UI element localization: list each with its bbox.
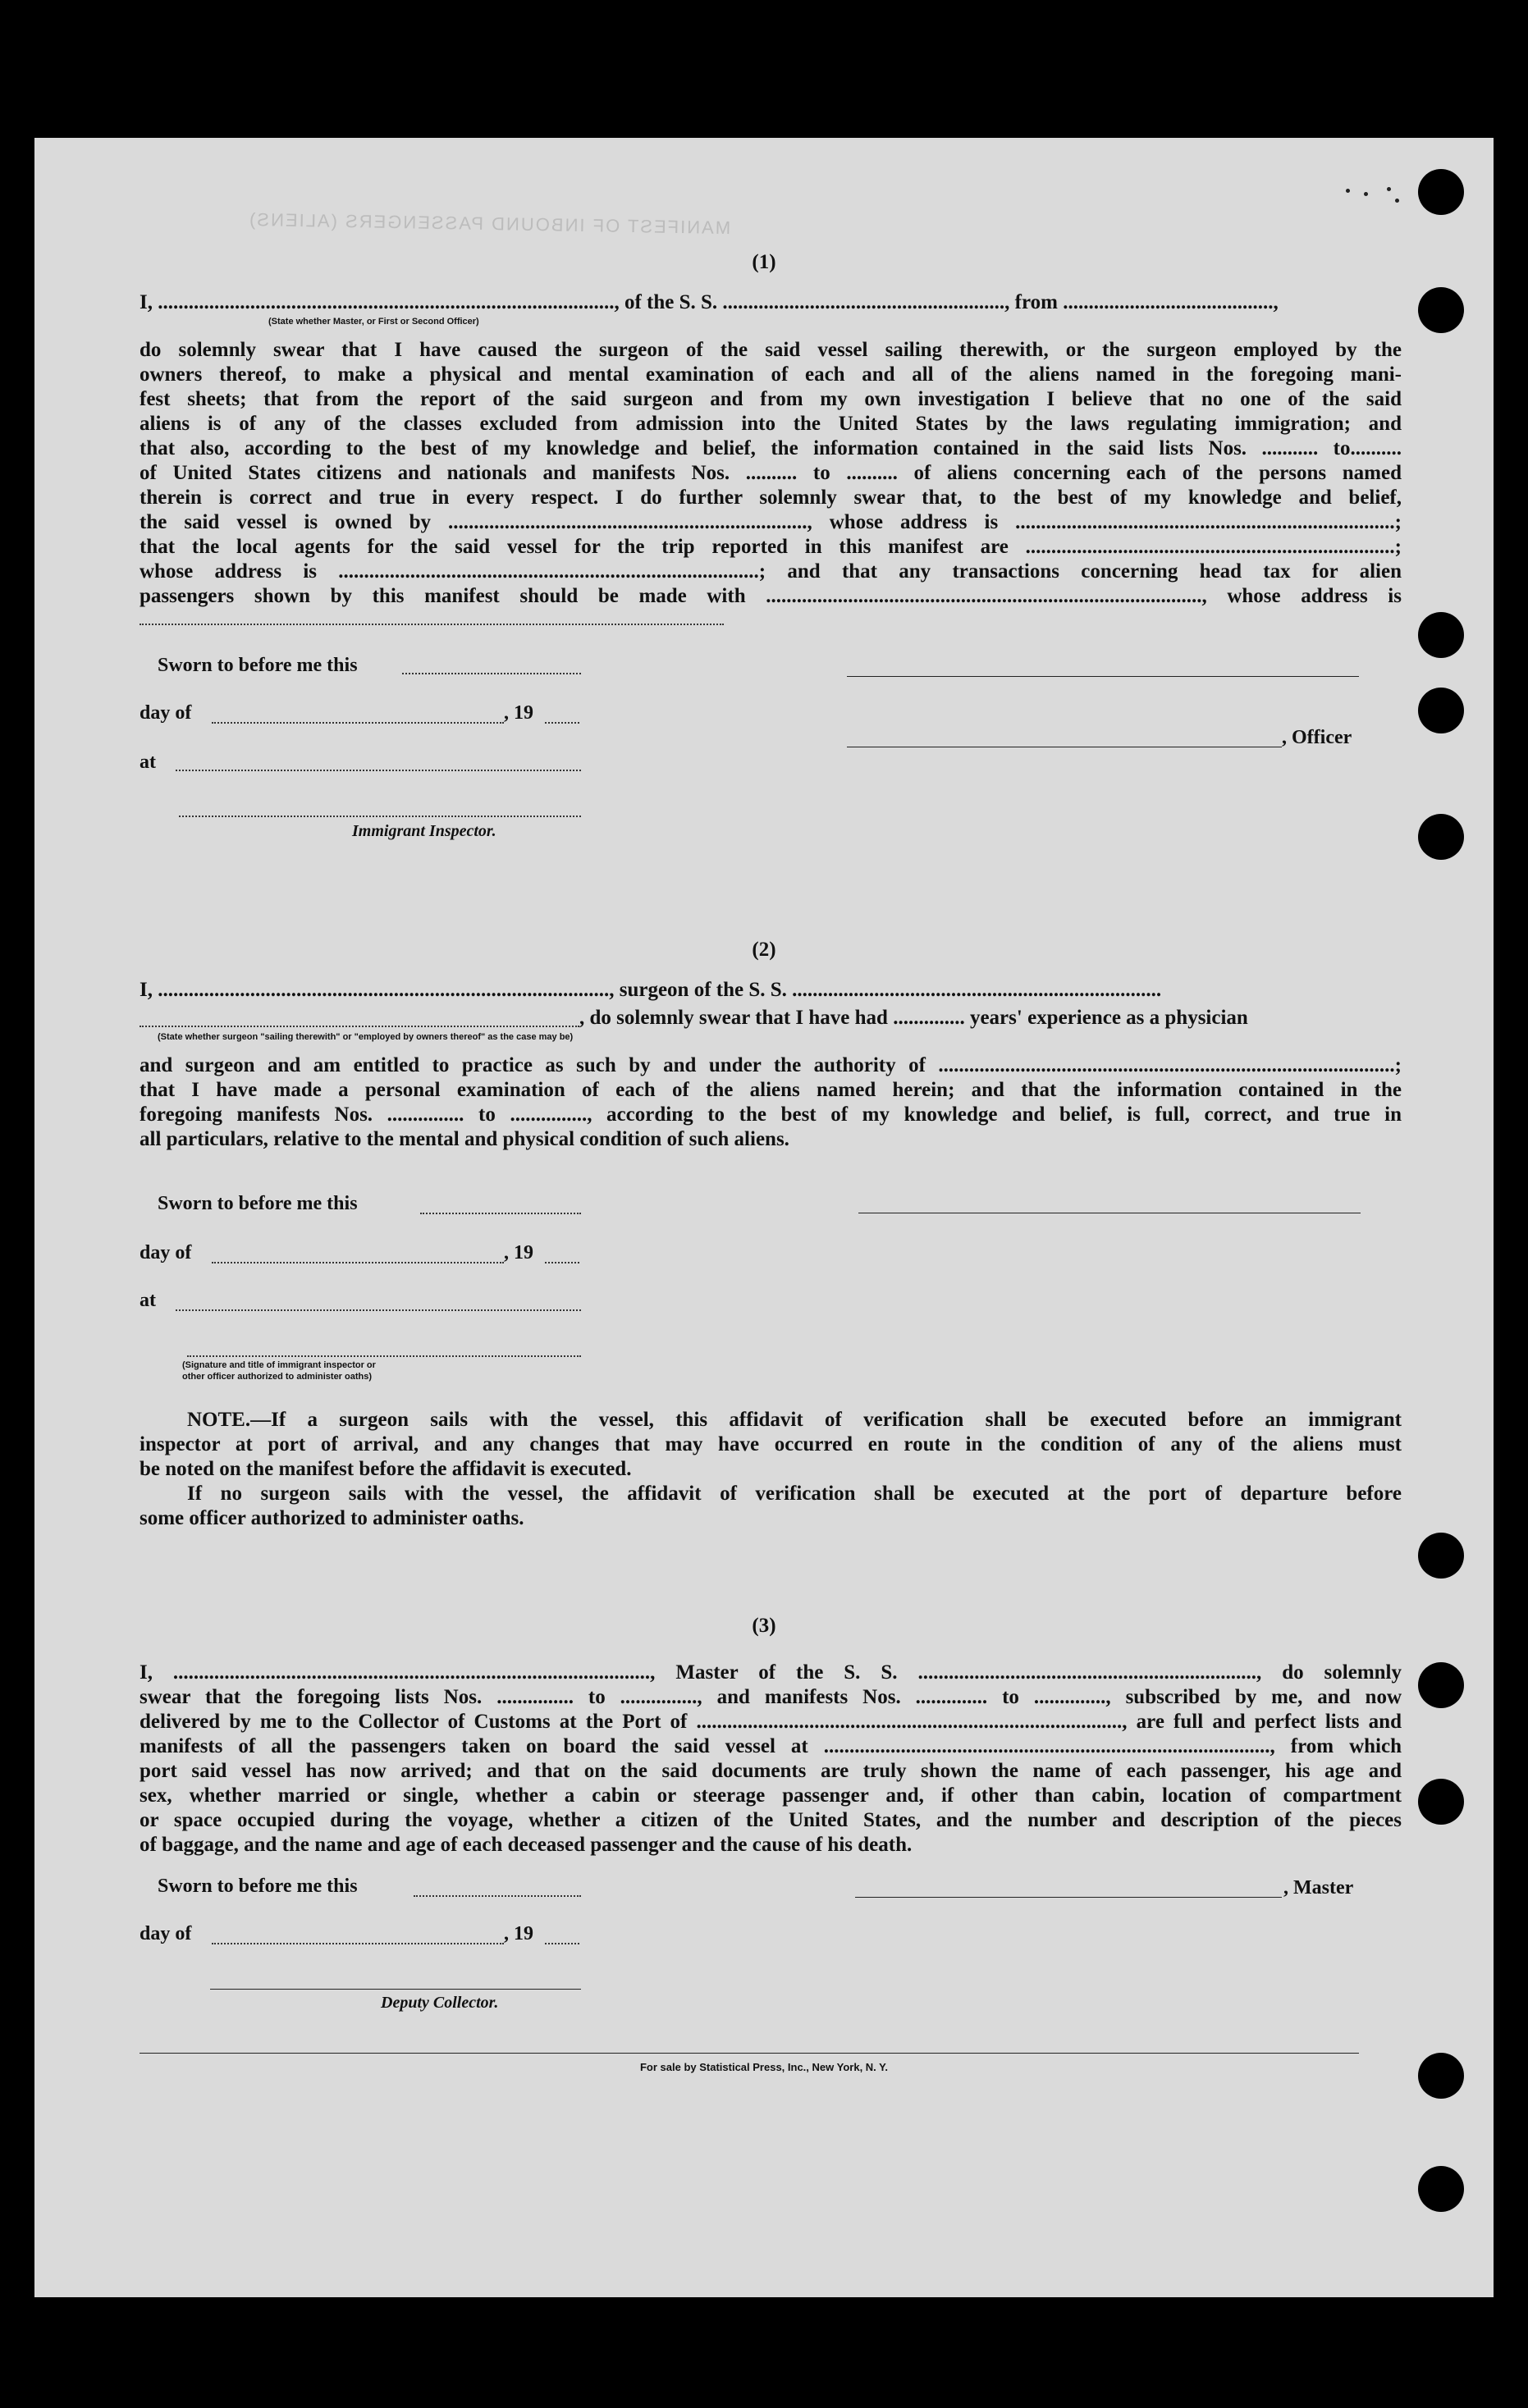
bleed-through-text: MANIFEST OF INBOUND PASSENGERS (ALIENS) (247, 208, 731, 239)
s1-day-label: day of (140, 702, 192, 724)
s1-inspector-line (179, 816, 581, 817)
punch-hole (1418, 1662, 1464, 1708)
punch-hole (1418, 1779, 1464, 1825)
s2-line: that I have made a personal examination of each of the aliens named herein; and that the information contained in the (140, 1079, 1402, 1101)
s3-master-line (855, 1897, 1282, 1898)
s3-day-label: day of (140, 1923, 192, 1944)
note-line: some officer authorized to administer oaths. (140, 1507, 524, 1529)
s1-signature-line (847, 676, 1359, 677)
s1-line: therein is correct and true in every respect. I do further solemnly swear that, to the best of my knowledge and belief, (140, 487, 1402, 509)
s1-line: do solemnly swear that I have caused the surgeon of the said vessel sailing therewith, or the surgeon employed by the (140, 339, 1402, 361)
s1-inspector-caption: Immigrant Inspector. (352, 822, 496, 840)
s3-year-label: , 19 (504, 1923, 533, 1944)
s2-day-label: day of (140, 1242, 192, 1263)
s1-at-blank (176, 770, 581, 771)
note-line: NOTE.—If a surgeon sails with the vessel, this affidavit of verification shall be executed before an immigrant (187, 1409, 1402, 1431)
s3-line: sex, whether married or single, whether a cabin or steerage passenger and, if other than cabin, location of compartment (140, 1784, 1402, 1807)
note-line: If no surgeon sails with the vessel, the affidavit of verification shall be executed at the port of departure before (187, 1483, 1402, 1505)
s1-line: of United States citizens and nationals and manifests Nos. .......... to .......... of aliens concerning each of the persons named (140, 462, 1402, 484)
punch-hole (1418, 2053, 1464, 2099)
s3-sworn-label: Sworn to before me this (158, 1876, 358, 1897)
s2-line: I, ........................................................................................, surgeon of the S. S. ........................................................................ (140, 979, 1162, 1001)
s1-sworn-blank (402, 673, 581, 674)
s1-day-blank (212, 722, 504, 724)
s1-line: I, ........................................................................................., of the S. S. ......................................................., from ........................................., (140, 291, 1279, 313)
s1-officer-label: , Officer (1282, 727, 1352, 748)
s2-line: all particulars, relative to the mental and physical condition of such aliens. (140, 1128, 789, 1150)
punch-hole (1418, 1533, 1464, 1579)
s2-line: , do solemnly swear that I have had .............. years' experience as a physician (579, 1007, 1248, 1029)
s2-year-blank (545, 1262, 579, 1263)
s3-sworn-blank (414, 1895, 581, 1897)
s3-master-label: , Master (1283, 1877, 1354, 1899)
s1-instruction: (State whether Master, or First or Second Officer) (268, 317, 479, 327)
s1-blank-address (140, 624, 724, 625)
s2-day-blank (212, 1262, 504, 1263)
punch-hole (1418, 2166, 1464, 2212)
s2-line: foregoing manifests Nos. ............... to ..............., according to the best of my knowledge and belief, is full, correct, and true in (140, 1103, 1402, 1126)
s2-sworn-label: Sworn to before me this (158, 1193, 358, 1214)
s2-sworn-blank (420, 1213, 581, 1214)
section-1-number: (1) (752, 251, 776, 273)
s1-line: passengers shown by this manifest should be made with ....................................................................................., whose address is (140, 585, 1402, 607)
s3-line: port said vessel has now arrived; and that on the said documents are truly shown the name of each passenger, his age and (140, 1760, 1402, 1782)
s1-year-blank (545, 722, 579, 724)
s2-caption-1: (Signature and title of immigrant inspector or (182, 1360, 376, 1370)
punch-hole (1418, 287, 1464, 333)
s3-collector-line (210, 1989, 581, 1990)
form-page (34, 138, 1494, 2297)
s1-line: that also, according to the best of my knowledge and belief, the information contained in the said lists Nos. ........... to.......... (140, 437, 1402, 459)
s3-collector-caption: Deputy Collector. (381, 1994, 499, 2012)
s2-at-blank (176, 1309, 581, 1311)
s3-line: delivered by me to the Collector of Customs at the Port of ..................................................................................., are full and perfect lists and (140, 1711, 1402, 1733)
speck (1346, 189, 1350, 193)
punch-hole (1418, 688, 1464, 733)
speck (1395, 199, 1399, 203)
printer-imprint: For sale by Statistical Press, Inc., New York, N. Y. (639, 2061, 889, 2073)
s3-year-blank (545, 1943, 579, 1944)
s3-line: or space occupied during the voyage, whether a citizen of the United States, and the number and description of the pieces (140, 1809, 1402, 1831)
s2-blank (140, 1026, 579, 1027)
punch-hole (1418, 814, 1464, 860)
footer-rule (140, 2053, 1359, 2054)
s1-at-label: at (140, 752, 156, 773)
note-line: be noted on the manifest before the affidavit is executed. (140, 1458, 632, 1480)
s2-instruction: (State whether surgeon "sailing therewith" or "employed by owners thereof" as the case may be) (158, 1032, 574, 1042)
s1-line: fest sheets; that from the report of the said surgeon and from my own investigation I believe that no one of the said (140, 388, 1402, 410)
s2-at-label: at (140, 1290, 156, 1311)
s2-year-label: , 19 (504, 1242, 533, 1263)
s3-line: manifests of all the passengers taken on board the said vessel at ......................................................................................., from which (140, 1735, 1402, 1757)
punch-hole (1418, 612, 1464, 658)
s1-line: that the local agents for the said vessel for the trip reported in this manifest are ........................................................................; (140, 536, 1402, 558)
s1-line: the said vessel is owned by ......................................................................, whose address is ..........................................................................; (140, 511, 1402, 533)
s2-line: and surgeon and am entitled to practice as such by and under the authority of .........................................................................................; (140, 1054, 1402, 1076)
punch-hole (1418, 169, 1464, 215)
note-line: inspector at port of arrival, and any changes that may have occurred en route in the condition of any of the aliens must (140, 1433, 1402, 1455)
speck (1387, 187, 1391, 191)
section-2-number: (2) (752, 939, 776, 961)
s1-line: aliens is of any of the classes excluded from admission into the United States by the laws regulating immigration; and (140, 413, 1402, 435)
s3-day-blank (212, 1943, 504, 1944)
s3-line: swear that the foregoing lists Nos. ............... to ..............., and manifests Nos. .............. to .............., subscribed by me, and now (140, 1686, 1402, 1708)
s1-line: owners thereof, to make a physical and mental examination of each and all of the aliens named in the foregoing mani- (140, 363, 1402, 386)
speck (1364, 192, 1368, 196)
s3-line: I, ............................................................................................., Master of the S. S. .................................................................., do solemnly (140, 1661, 1402, 1684)
s1-year-label: , 19 (504, 702, 533, 724)
section-3-number: (3) (752, 1615, 776, 1637)
s2-caption-2: other officer authorized to administer oaths) (182, 1372, 373, 1382)
s2-inspector-line (187, 1355, 581, 1357)
s1-sworn-label: Sworn to before me this (158, 655, 358, 676)
s3-line: of baggage, and the name and age of each deceased passenger and the cause of his death. (140, 1834, 913, 1856)
s1-line: whose address is ..................................................................................; and that any transactions concerning head tax for alien (140, 560, 1402, 583)
